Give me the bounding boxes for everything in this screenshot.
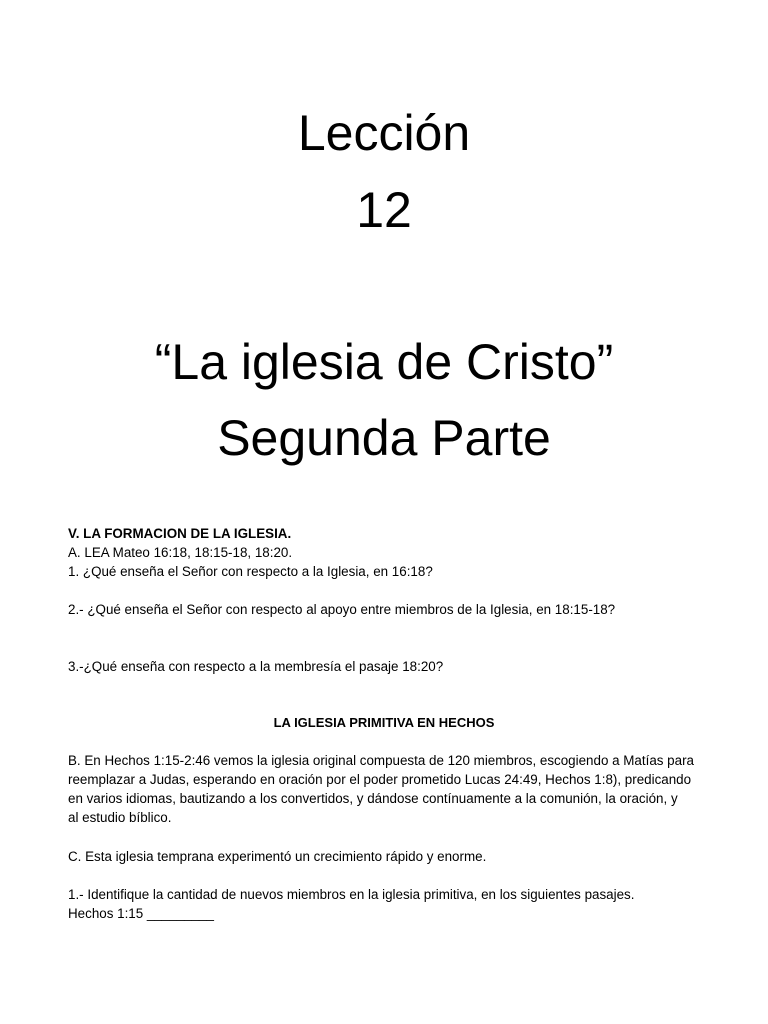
- question-3: 3.-¿Qué enseña con respecto a la membresía el pasaje 18:20?: [68, 659, 444, 674]
- section-heading: V. LA FORMACION DE LA IGLESIA.: [68, 526, 292, 541]
- reading-assignment: A. LEA Mateo 16:18, 18:15-18, 18:20.: [68, 545, 293, 560]
- section-heading-centered: LA IGLESIA PRIMITIVA EN HECHOS: [273, 715, 495, 730]
- lesson-number: 12: [356, 182, 412, 238]
- lesson-subtitle: Segunda Parte: [217, 410, 551, 466]
- paragraph-line: B. En Hechos 1:15-2:46 vemos la iglesia original compuesta de 120 miembros, escogiendo a Matías para: [68, 753, 694, 768]
- answer-blank-hechos-1-15: Hechos 1:15 _________: [68, 906, 214, 921]
- paragraph-line: reemplazar a Judas, esperando en oración por el poder prometido Lucas 24:49, Hechos 1:8), predicando: [68, 772, 692, 787]
- question-identify: 1.- Identifique la cantidad de nuevos miembros en la iglesia primitiva, en los siguientes pasajes.: [68, 887, 635, 902]
- paragraph-c: C. Esta iglesia temprana experimentó un crecimiento rápido y enorme.: [68, 849, 487, 864]
- lesson-label: Lección: [297, 105, 471, 161]
- paragraph-line: en varios idiomas, bautizando a los convertidos, y dándose contínuamente a la comunión, la oración, y: [68, 791, 678, 806]
- question-1: 1. ¿Qué enseña el Señor con respecto a la Iglesia, en 16:18?: [68, 564, 433, 579]
- paragraph-line: al estudio bíblico.: [68, 810, 172, 825]
- lesson-topic: “La iglesia de Cristo”: [154, 334, 614, 390]
- question-2: 2.- ¿Qué enseña el Señor con respecto al apoyo entre miembros de la Iglesia, en 18:15-18?: [68, 602, 616, 617]
